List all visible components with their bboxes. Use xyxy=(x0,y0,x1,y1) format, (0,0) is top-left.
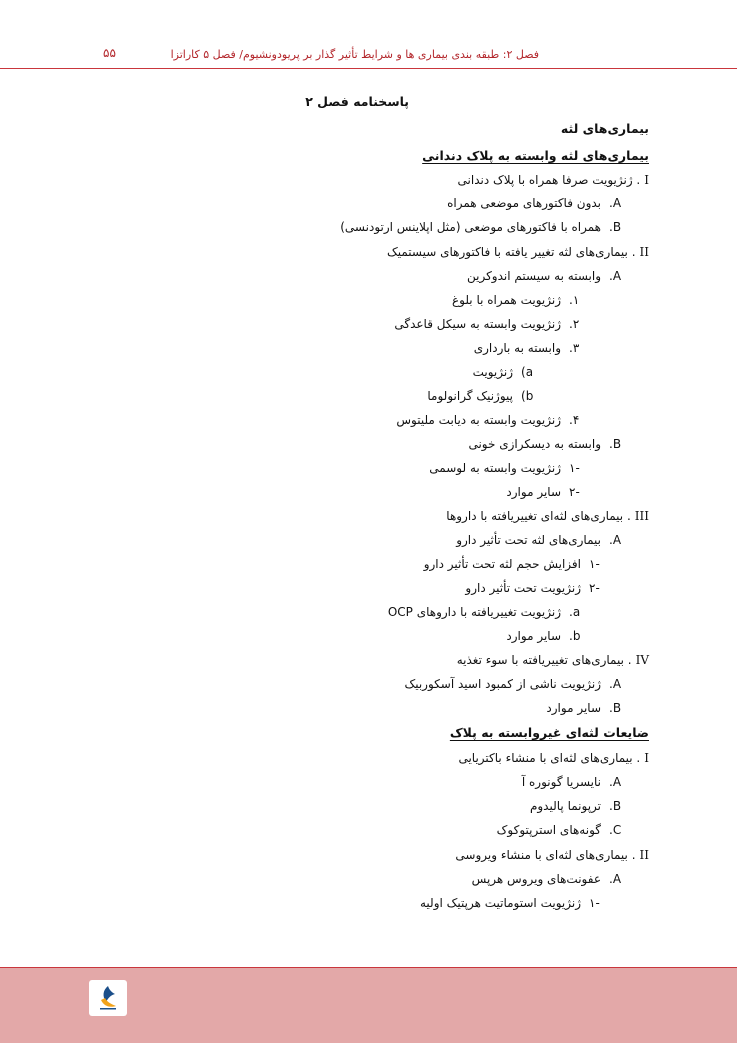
list-item: a)ژنژیویت xyxy=(472,365,534,379)
list-item: I. ژنژیویت صرفا همراه با پلاک دندانی xyxy=(457,173,649,187)
logo-icon xyxy=(89,980,127,1016)
running-header-title: فصل ۲: طبقه بندی بیماری ها و شرایط تأثیر گذار بر پریودونشیوم/ فصل ۵ کاراتزا xyxy=(170,48,539,61)
list-item: III. بیماری‌های لثه‌ای تغییریافته با داروها xyxy=(446,509,649,523)
list-item: a.ژنژیویت تغییریافته با داروهای OCP xyxy=(387,605,581,619)
list-item: b)پیوژنیک گرانولوما xyxy=(427,389,534,403)
heading-gingival-diseases: بیماری‌های لثه xyxy=(560,121,649,136)
list-item: A.بیماری‌های لثه تحت تأثیر دارو xyxy=(456,533,622,547)
list-item: ۴.ژنژیویت وابسته به دیابت ملیتوس xyxy=(396,413,580,427)
list-item: -۲ژنژیویت تحت تأثیر دارو xyxy=(465,581,600,595)
section-title: پاسخنامه فصل ۲ xyxy=(305,94,409,109)
list-item: ۱.ژنژیویت همراه با بلوغ xyxy=(451,293,580,307)
list-item: C.گونه‌های استرپتوکوک xyxy=(496,823,622,837)
list-item: A.بدون فاکتورهای موضعی همراه xyxy=(447,196,622,210)
list-item: IV. بیماری‌های تغییریافته با سوء تغذیه xyxy=(456,653,649,667)
list-item: I. بیماری‌های لثه‌ای با منشاء باکتریایی xyxy=(458,751,649,765)
list-item: A.عفونت‌های ویروس هرپس xyxy=(471,872,622,886)
list-item: II. بیماری‌های لثه تغییر یافته با فاکتورهای سیستمیک xyxy=(386,245,649,259)
list-item: A.نایسریا گونوره آ xyxy=(521,775,622,789)
publisher-logo xyxy=(89,980,127,1016)
subheading-non-plaque: ضایعات لثه‌ای غیروابسته به پلاک xyxy=(449,725,649,740)
page-number: ۵۵ xyxy=(103,46,116,60)
list-item: B.سایر موارد xyxy=(546,701,622,715)
page-footer xyxy=(0,967,737,1043)
list-item: -۱افزایش حجم لثه تحت تأثیر دارو xyxy=(423,557,600,571)
header-divider xyxy=(0,68,737,69)
list-item: ۲.ژنژیویت وابسته به سیکل قاعدگی xyxy=(394,317,580,331)
list-item: A.وابسته به سیستم اندوکرین xyxy=(466,269,622,283)
list-item: B.همراه با فاکتورهای موضعی (مثل اپلاینس ارتودنسی) xyxy=(340,220,622,234)
page-header xyxy=(0,0,737,69)
list-item: B.ترپونما پالیدوم xyxy=(529,799,622,813)
list-item: -۱ژنژیویت استوماتیت هرپتیک اولیه xyxy=(419,896,600,910)
list-item: II. بیماری‌های لثه‌ای با منشاء ویروسی xyxy=(455,848,649,862)
list-item: A.ژنژیویت ناشی از کمبود اسید آسکوربیک xyxy=(404,677,622,691)
list-item: -۱ژنژیویت وابسته به لوسمی xyxy=(429,461,580,475)
list-item: -۲سایر موارد xyxy=(506,485,580,499)
list-item: ۳.وابسته به بارداری xyxy=(473,341,580,355)
list-item: B.وابسته به دیسکرازی خونی xyxy=(468,437,622,451)
subheading-plaque-induced: بیماری‌های لثه وابسته به پلاک دندانی xyxy=(422,148,649,163)
list-item: b.سایر موارد xyxy=(506,629,581,643)
